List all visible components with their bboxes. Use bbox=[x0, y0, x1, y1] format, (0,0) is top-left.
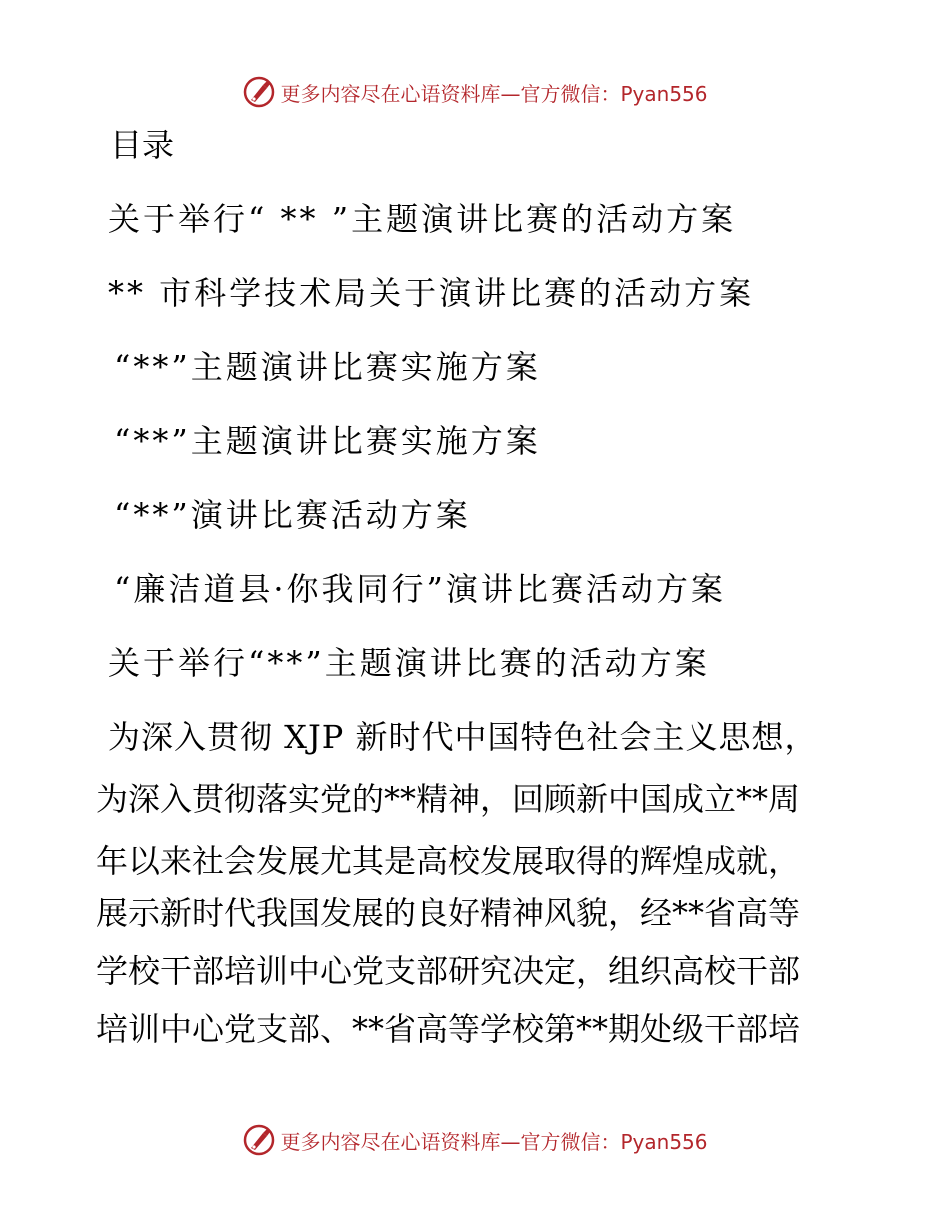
toc-item-4[interactable]: “**”主题演讲比赛实施方案 bbox=[114, 422, 541, 460]
toc-item-3[interactable]: “**”主题演讲比赛实施方案 bbox=[114, 348, 541, 386]
banner-wechat-account: Pyan556 bbox=[620, 81, 708, 106]
banner-separator: — bbox=[500, 1129, 521, 1154]
toc-item-2[interactable]: ** 市科学技术局关于演讲比赛的活动方案 bbox=[108, 274, 755, 312]
banner-site-text: 更多内容尽在心语资料库 bbox=[280, 81, 501, 106]
pen-nib-logo-icon bbox=[242, 75, 276, 109]
banner-wechat-label: 官方微信： bbox=[520, 1129, 621, 1154]
toc-item-1[interactable]: 关于举行“ ** ”主题演讲比赛的活动方案 bbox=[108, 200, 737, 238]
banner-separator: — bbox=[500, 81, 521, 106]
section-heading: 关于举行“**”主题演讲比赛的活动方案 bbox=[108, 644, 710, 682]
body-line-2: 为深入贯彻落实党的**精神，回顾新中国成立**周 bbox=[96, 780, 801, 818]
body-line-4: 展示新时代我国发展的良好精神风貌，经**省高等 bbox=[96, 894, 801, 932]
banner-text bbox=[280, 78, 707, 107]
banner-wechat-label: 官方微信： bbox=[520, 81, 621, 106]
toc-title: 目录 bbox=[110, 126, 175, 164]
body-line-6: 培训中心党支部、**省高等学校第**期处级干部培 bbox=[96, 1010, 801, 1048]
banner-site-text: 更多内容尽在心语资料库 bbox=[280, 1129, 501, 1154]
banner-text bbox=[280, 1126, 707, 1155]
body-line-3: 年以来社会发展尤其是高校发展取得的辉煌成就， bbox=[96, 842, 801, 880]
footer-watermark-banner bbox=[0, 1120, 950, 1160]
toc-item-6[interactable]: “廉洁道县·你我同行”演讲比赛活动方案 bbox=[114, 570, 726, 608]
body-line-5: 学校干部培训中心党支部研究决定，组织高校干部 bbox=[96, 952, 801, 990]
body-line-1: 为深入贯彻 XJP 新时代中国特色社会主义思想， bbox=[108, 718, 818, 756]
banner-wechat-account: Pyan556 bbox=[620, 1129, 708, 1154]
pen-nib-logo-icon bbox=[242, 1123, 276, 1157]
toc-item-5[interactable]: “**”演讲比赛活动方案 bbox=[114, 496, 471, 534]
header-watermark-banner bbox=[0, 72, 950, 112]
